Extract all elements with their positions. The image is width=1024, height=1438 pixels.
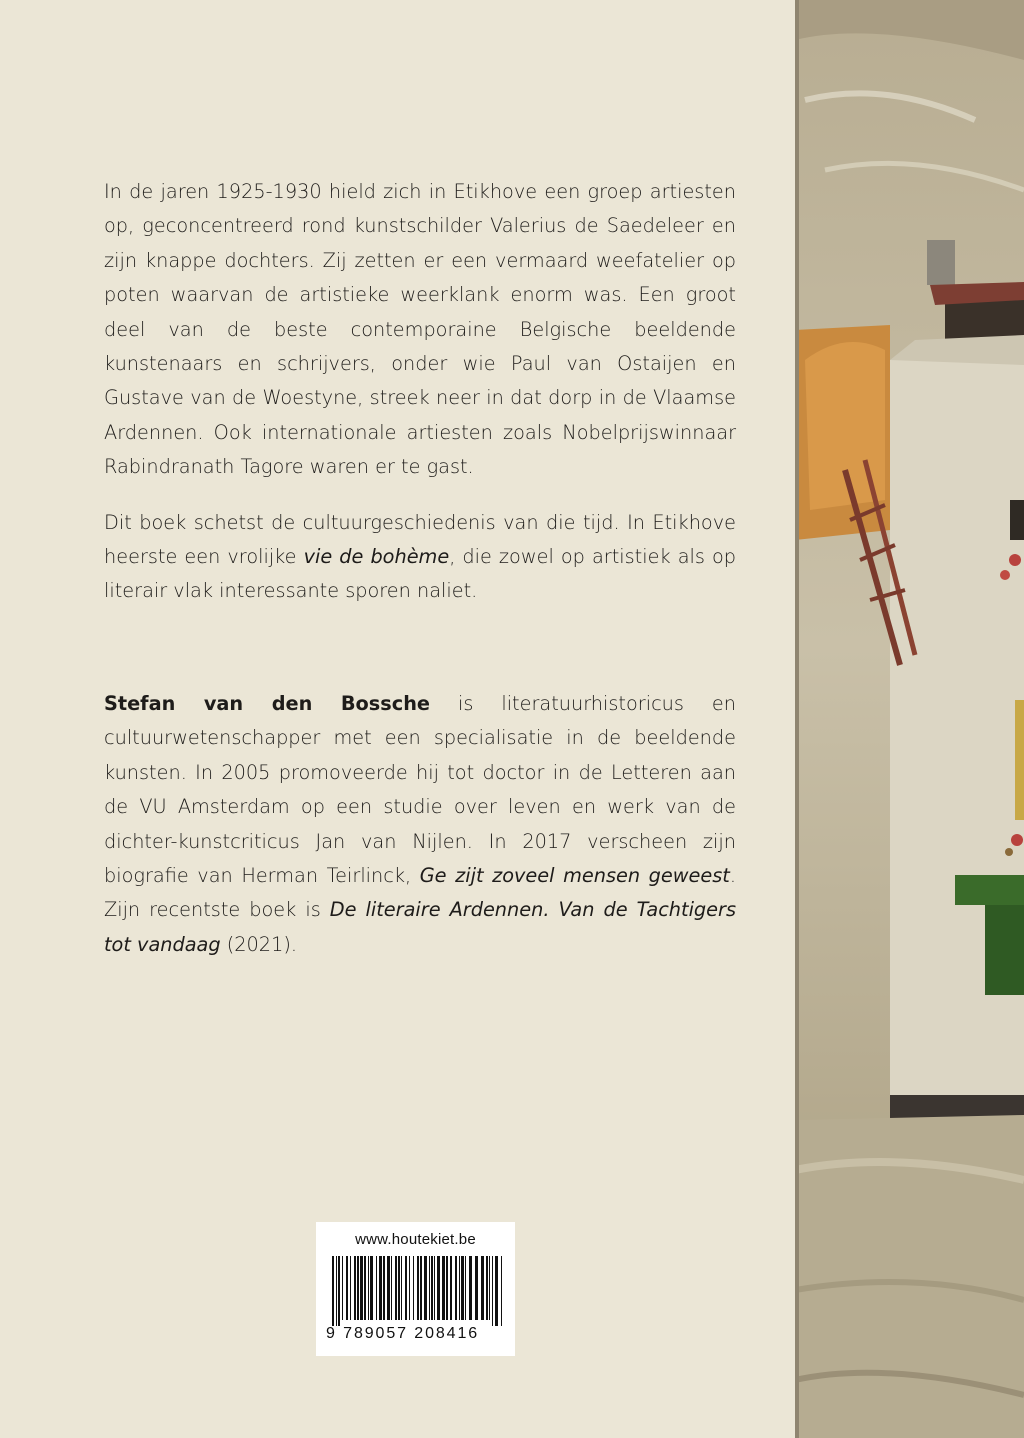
barcode-bar	[364, 1256, 366, 1320]
bio-text-1: is literatuurhistoricus en cultuurwetenschapper met een specialisatie in de beeldende kunsten. In 2005 promoveerde hij tot doctor in de Letteren aan de VU Amsterdam op een studie over leven en werk van de dichter-kunstcriticus Jan van Nijlen. In 2017 verscheen zijn biografie van Herman Teirlinck,	[104, 691, 736, 887]
barcode-bar	[475, 1256, 478, 1320]
bio-text-3: (2021).	[220, 932, 297, 956]
isbn-number: 9 789057 208416	[326, 1325, 480, 1342]
barcode-bar	[489, 1256, 490, 1320]
barcode-bar	[442, 1256, 445, 1320]
barcode-bar	[332, 1256, 334, 1326]
barcode-bar	[455, 1256, 457, 1320]
barcode-bar	[350, 1256, 351, 1320]
barcode-bar	[420, 1256, 422, 1320]
author-bio	[104, 687, 736, 962]
bio-text-2: . Zijn recentste boek is	[104, 863, 736, 922]
barcode-bar	[459, 1256, 460, 1320]
barcode-bar	[446, 1256, 448, 1320]
barcode-bar	[409, 1256, 410, 1320]
blurb-paragraph-2	[104, 506, 736, 609]
blurb-p2-start: Dit boek schetst de cultuurgeschiedenis van die tijd. In Etikhove heerste een vrolijke	[104, 510, 736, 569]
blurb-paragraph-1: In de jaren 1925-1930 hield zich in Etikhove een groep artiesten op, geconcentreerd rond kunstschilder Valerius de Saedeleer en zijn knappe dochters. Zij zetten er een vermaard weefatelier op poten waarvan de artistieke weerklank enorm was. Een groot deel van de beste contemporaine Belgische beeldende kunstenaars en schrijvers, onder wie Paul van Ostaijen en Gustave van de Woestyne, streek neer in dat dorp in de Vlaamse Ardennen. Ook internationale artiesten zoals Nobelprijswinnaar Rabindranath Tagore waren er te gast.	[104, 180, 736, 479]
barcode-bar	[413, 1256, 414, 1320]
barcode-bar	[495, 1256, 498, 1326]
barcode-bar	[434, 1256, 435, 1320]
barcode-bar	[376, 1256, 377, 1320]
barcode-bar	[461, 1256, 464, 1320]
barcode-bar	[486, 1256, 488, 1320]
barcode-bar	[387, 1256, 390, 1320]
barcode-bar	[431, 1256, 433, 1320]
barcode-bar	[354, 1256, 356, 1320]
blurb-p2-end: , die zowel op artistiek als op literair vlak interessante sporen naliet.	[104, 545, 736, 603]
book-title-2: De literaire Ardennen. Van de Tachtigers tot vandaag	[104, 898, 737, 956]
barcode-bar	[357, 1256, 359, 1320]
author-name: Stefan van den Bossche	[104, 691, 430, 715]
barcode-bar	[417, 1256, 419, 1320]
painting-image	[795, 0, 1024, 1438]
barcode-bar	[336, 1256, 337, 1326]
barcode-bar	[492, 1256, 493, 1326]
barcode-bar	[395, 1256, 397, 1320]
barcode-bar	[391, 1256, 392, 1320]
blurb-p2-italic: vie de bohème	[303, 545, 450, 569]
barcode-bar	[398, 1256, 400, 1320]
barcode-bar	[465, 1256, 466, 1320]
barcode-bar	[368, 1256, 369, 1320]
barcode-bar	[342, 1256, 343, 1320]
barcode-bar	[383, 1256, 385, 1320]
barcode-panel	[316, 1222, 515, 1356]
barcode-bar	[469, 1256, 472, 1320]
barcode-bar	[405, 1256, 407, 1320]
barcode-bar	[360, 1256, 363, 1320]
barcode-bar	[370, 1256, 373, 1320]
barcode-bar	[346, 1256, 348, 1320]
barcode-bar	[338, 1256, 340, 1326]
barcode-icon	[330, 1256, 506, 1326]
painting-strip	[795, 0, 1024, 1438]
barcode-bar	[424, 1256, 427, 1320]
text-column	[104, 175, 736, 983]
barcode-bar	[379, 1256, 382, 1320]
book-title-1: Ge zijt zoveel mensen geweest	[419, 863, 730, 887]
barcode-bar	[429, 1256, 430, 1320]
publisher-url: www.houtekiet.be	[355, 1231, 476, 1248]
barcode-bar	[437, 1256, 440, 1320]
barcode-bar	[401, 1256, 402, 1320]
barcode-bar	[501, 1256, 502, 1326]
barcode-bar	[481, 1256, 484, 1320]
barcode-bar	[450, 1256, 452, 1320]
